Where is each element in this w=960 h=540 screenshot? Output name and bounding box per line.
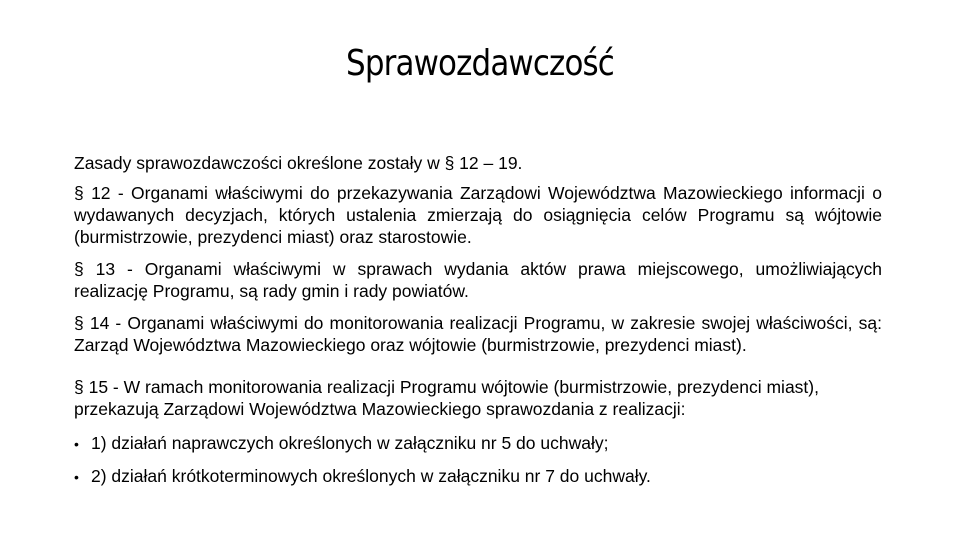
slide-content (74, 152, 882, 498)
bullet-icon: • (74, 436, 79, 452)
list-item (74, 432, 882, 455)
list-item-text: 1) działań naprawczych określonych w załączniku nr 5 do uchwały; (91, 433, 609, 453)
bullet-icon: • (74, 469, 79, 485)
paragraph-section-13: § 13 - Organami właściwymi w sprawach wydania aktów prawa miejscowego, umożliwiających realizację Programu, są rady gmin i rady powiatów. (74, 259, 882, 301)
paragraph-section-14: § 14 - Organami właściwymi do monitorowania realizacji Programu, w zakresie swojej właściwości, są: Zarząd Województwa Mazowieckiego oraz wójtowie (burmistrzowie, prezydenci miast). (74, 313, 882, 355)
slide-title: Sprawozdawczość (346, 43, 614, 84)
bullet-list (74, 432, 882, 488)
paragraph-section-15: § 15 - W ramach monitorowania realizacji Programu wójtowie (burmistrzowie, prezydenci miast), przekazują Zarządowi Województwa Mazowieckiego sprawozdania z realizacji: (74, 377, 819, 419)
intro-paragraph: Zasady sprawozdawczości określone zostały w § 12 – 19. (74, 153, 523, 173)
list-item-text: 2) działań krótkoterminowych określonych w załączniku nr 7 do uchwały. (91, 466, 651, 486)
paragraph-section-12: § 12 - Organami właściwymi do przekazywania Zarządowi Województwa Mazowieckiego informacji o wydawanych decyzjach, których ustalenia zmierzają do osiągnięcia celów Programu są wójtowie (burmistrzowie, prezydenci miast) oraz starostowie. (74, 183, 882, 247)
list-item (74, 465, 882, 488)
